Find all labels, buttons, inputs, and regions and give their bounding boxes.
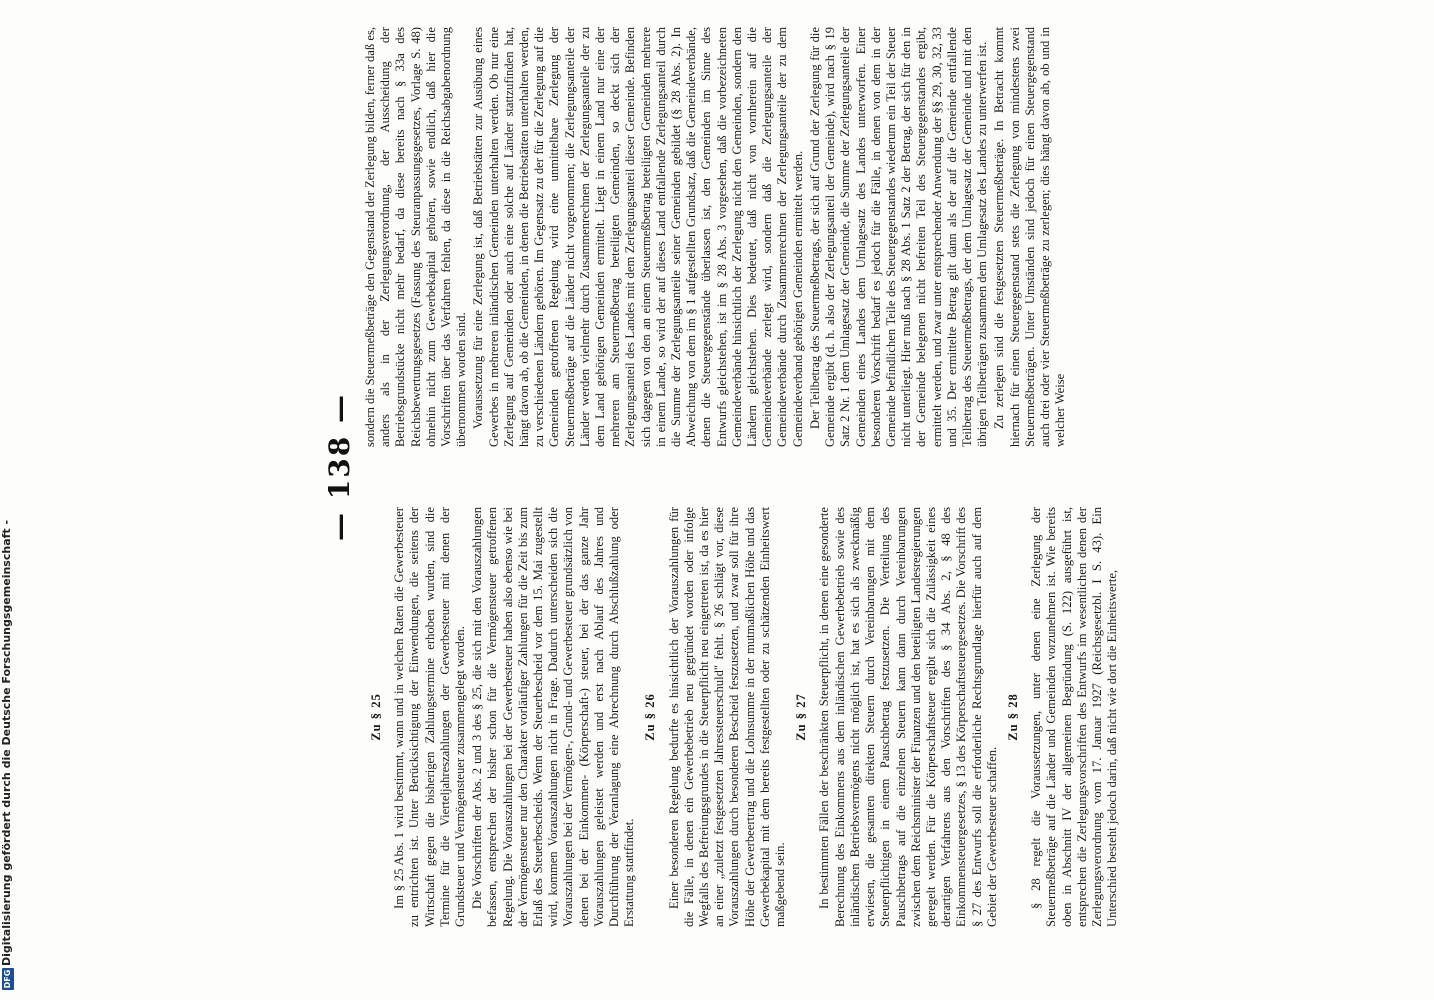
section-heading-27: Zu § 27 bbox=[794, 693, 809, 741]
paragraph: Zu zerlegen sind die festgesetzten Steuermeßbeträge. In Betracht kommt hiernach für einen Steuergegenstand stets die Zerlegung von mindestens zwei Steuermeßbeträgen. Unter Umständen sind jedoch für einen Steuergegenstand auch drei oder vier Steuermeßbeträge zu zerlegen; dies hängt davon ab, ob und in welcher Weise bbox=[992, 27, 1068, 447]
page-content bbox=[33, 0, 1434, 967]
rotated-page bbox=[33, 0, 1434, 967]
left-column bbox=[363, 507, 1122, 927]
paragraph: Voraussetzung für eine Zerlegung ist, daß Betriebstätten zur Ausübung eines Gewerbes in mehreren inländischen Gemeinden unterhalten werden. Ob nur eine Zerlegung auf Gemeinden oder auch eine solche auf Länder stattzufinden hat, hängt davon ab, ob die Gemeinden, in denen die Betriebstätten unterhalten werden, zu verschiedenen Ländern gehören. Im Gegensatz zu der für die Zerlegung auf die Gemeinden getroffenen Regelung wird eine unmittelbare Zerlegung der Steuermeßbeträge auf die Länder nicht vorgenommen; die Zerlegungsanteile der Länder werden vielmehr durch Zusammenrechnen der Zerlegungsanteile der zu dem Land gehörigen Gemeinden ermittelt. Liegt in einem Land nur eine der mehreren am Steuermeßbetrag beteiligten Gemeinden, so deckt sich der Zerlegungsanteil des Landes mit dem Zerlegungsanteil dieser Gemeinde. Befinden sich dagegen von den an einem Steuermeßbetrag beteiligten Gemeinden mehrere in einem Lande, so wird der auf dieses Land entfallende Zerlegungsanteil durch die Summe der Zerlegungsanteile seiner Gemeinden gebildet (§ 28 Abs. 2). In Abweichung von dem im § 1 aufgestellten Grundsatz, daß die Gemeindeverbände, denen die Steuergegenstände überlassen ist, den Gemeinden im Sinne des Entwurfs gleichstehen, ist im § 28 Abs. 3 vorgesehen, daß die vorbezeichneten Gemeindeverbände hinsichtlich der Zerlegung nicht den Gemeinden, sondern den Ländern gleichstehen. Dies bedeutet, daß nicht von vornherein auf die Gemeindeverbände zerlegt wird, sondern daß die Zerlegungsanteile der Gemeindeverbände durch Zusammenrechnen der Zerlegungsanteile der zu dem Gemeindeverband gehörigen Gemeinden ermittelt werden. bbox=[471, 27, 805, 447]
paragraph: Einer besonderen Regelung bedurfte es hinsichtlich der Vorauszahlungen für die Fälle, in denen ein Gewerbebetrieb neu gegründet worden oder infolge Wegfalls des Befreiungsgrundes in die Steuerpflicht neu eingetreten ist, da es hier an einer „zuletzt festgesetzten Jahressteuerschuld" fehlt. § 26 schlägt vor, diese Vorauszahlungen durch besonderen Bescheid festzusetzen, und zwar soll für ihre Höhe der Gewerbeertrag und die Lohnsumme in der mutmaßlichen Höhe und das Gewerbekapital mit dem bereits festgestellten oder zu schätzenden Einheitswert maßgebend sein. bbox=[666, 507, 788, 927]
right-column bbox=[363, 27, 1070, 447]
paragraph: sondern die Steuermeßbeträge den Gegenstand der Zerlegung bilden, ferner daß es, anders als in der Zerlegungsverordnung, der Ausscheidung der Betriebsgrundstücke nicht mehr bedarf, da diese bereits nach § 33a des Reichsbewertungsgesetzes (Fassung des Steuranpassungsgesetzes, Vorlage S. 48) ohnehin nicht zum Gewerbekapital gehören, sowie endlich, daß hier die Vorschriften über das Verfahren fehlen, da diese in die Reichsabgabenordnung übernommen worden sind. bbox=[363, 27, 469, 447]
paragraph: Die Vorschriften der Abs. 2 und 3 des § 25, die sich mit den Vorauszahlungen befassen, entsprechen der bisher schon für die Vermögensteuer getroffenen Regelung. Die Vorauszahlungen bei der Gewerbesteuer haben also ebenso wie bei der Vermögensteuer nur den Charakter vorläufiger Zahlungen für die Zeit bis zum Erlaß des Steuerbescheids. Wenn der Steuerbescheid vor dem 15. Mai zugestellt wird, kommen Vorauszahlungen nicht in Frage. Dadurch unterscheiden sich die Vorauszahlungen bei der Vermögen-, Grund- und Gewerbesteuer grundsätzlich von denen bei der Einkommen- (Körperschaft-) steuer, bei der das ganze Jahr Vorauszahlungen geleistet werden und erst nach Ablauf des Jahres und Durchführung der Veranlagung eine Abrechnung durch Abschlußzahlung oder Erstattung stattfindet. bbox=[470, 507, 637, 927]
page-number: — 138 — bbox=[323, 393, 356, 541]
section-heading-26: Zu § 26 bbox=[643, 693, 658, 741]
digitization-note: Digitalisierung gefördert durch die Deutsche Forschungsgemeinschaft - bbox=[0, 519, 13, 966]
paragraph: § 28 regelt die Voraussetzungen, unter denen eine Zerlegung der Steuermeßbeträge auf die Länder und Gemeinden vorzunehmen ist. Wie bereits oben in Abschnitt IV der allgemeinen Begründung (S. 122) ausgeführt ist, entsprechen die Zerlegungsvorschriften des Entwurfs im wesentlichen denen der Zerlegungsverordnung vom 17. Januar 1927 (Reichsgesetzbl. I S. 43). Ein Unterschied besteht jedoch darin, daß nicht wie dort die Einheitswerte, bbox=[1029, 507, 1120, 927]
section-heading-25: Zu § 25 bbox=[369, 693, 383, 741]
dfg-logo-text: DFG bbox=[3, 969, 12, 989]
digitization-sidebar bbox=[0, 0, 14, 1000]
dfg-logo-icon bbox=[2, 968, 14, 990]
paragraph: Der Teilbetrag des Steuermeßbetrags, der sich auf Grund der Zerlegung für die Gemeinde ergibt (d. h. also der Zerlegungsanteil der Gemeinde), wird nach § 19 Satz 2 Nr. 1 dem Umlagesatz der Gemeinde, die Summe der Zerlegungsanteile der Gemeinden eines Landes dem Umlagesatz des Landes unterworfen. Einer besonderen Vorschrift bedarf es jedoch für die Fälle, in denen von dem in der Gemeinde befindlichen Teile des Steuergegenstandes wiederum ein Teil der Steuer nicht unterliegt. Hier muß nach § 28 Abs. 1 Satz 2 der Betrag, der sich für den in der Gemeinde belegenen nicht befreiten Teil des Steuergegenstandes ergibt, ermittelt werden, und zwar unter entsprechender Anwendung der §§ 29, 30, 32, 33 und 35. Der ermittelte Betrag gilt dann als der auf die Gemeinde entfallende Teilbetrag des Steuermeßbetrags, der dem Umlagesatz der Gemeinde und mit den übrigen Teilbeträgen zusammen dem Umlagesatz des Landes zu unterwerfen ist. bbox=[807, 27, 990, 447]
paragraph: Im § 25 Abs. 1 wird bestimmt, wann und in welchen Raten die Gewerbesteuer zu entrichten ist. Unter Berücksichtigung der Einwendungen, die seitens der Wirtschaft gegen die bisherigen Zahlungstermine erhoben wurden, sind die Termine für die Vierteljahreszahlungen der Gewerbesteuer mit denen der Grundsteuer und Vermögensteuer zusammengelegt worden. bbox=[392, 507, 468, 927]
section-heading-28: Zu § 28 bbox=[1005, 693, 1020, 741]
paragraph: In bestimmten Fällen der beschränkten Steuerpflicht, in denen eine gesonderte Berechnung des Einkommens aus dem inländischen Gewerbebetrieb sowie des inländischen Betriebsvermögens nicht möglich ist, hat es sich als zweckmäßig erwiesen, die gesamten direkten Steuern durch Vereinbarungen mit dem Steuerpflichtigen in einem Pauschbetrag festzusetzen. Die Verteilung des Pauschbetrags auf die einzelnen Steuern kann dann durch Vereinbarungen zwischen dem Reichsminister der Finanzen und den beteiligten Landesregierungen geregelt werden. Für die Körperschaftsteuer ergibt sich die Zulässigkeit eines derartigen Verfahrens aus den Vorschriften des § 34 Abs. 2, § 48 des Einkommensteuergesetzes, § 13 des Körperschaftsteuergesetzes. Die Vorschrift des § 27 des Entwurfs soll die erforderliche Rechtsgrundlage hierfür auch auf dem Gebiet der Gewerbesteuer schaffen. bbox=[817, 507, 999, 927]
